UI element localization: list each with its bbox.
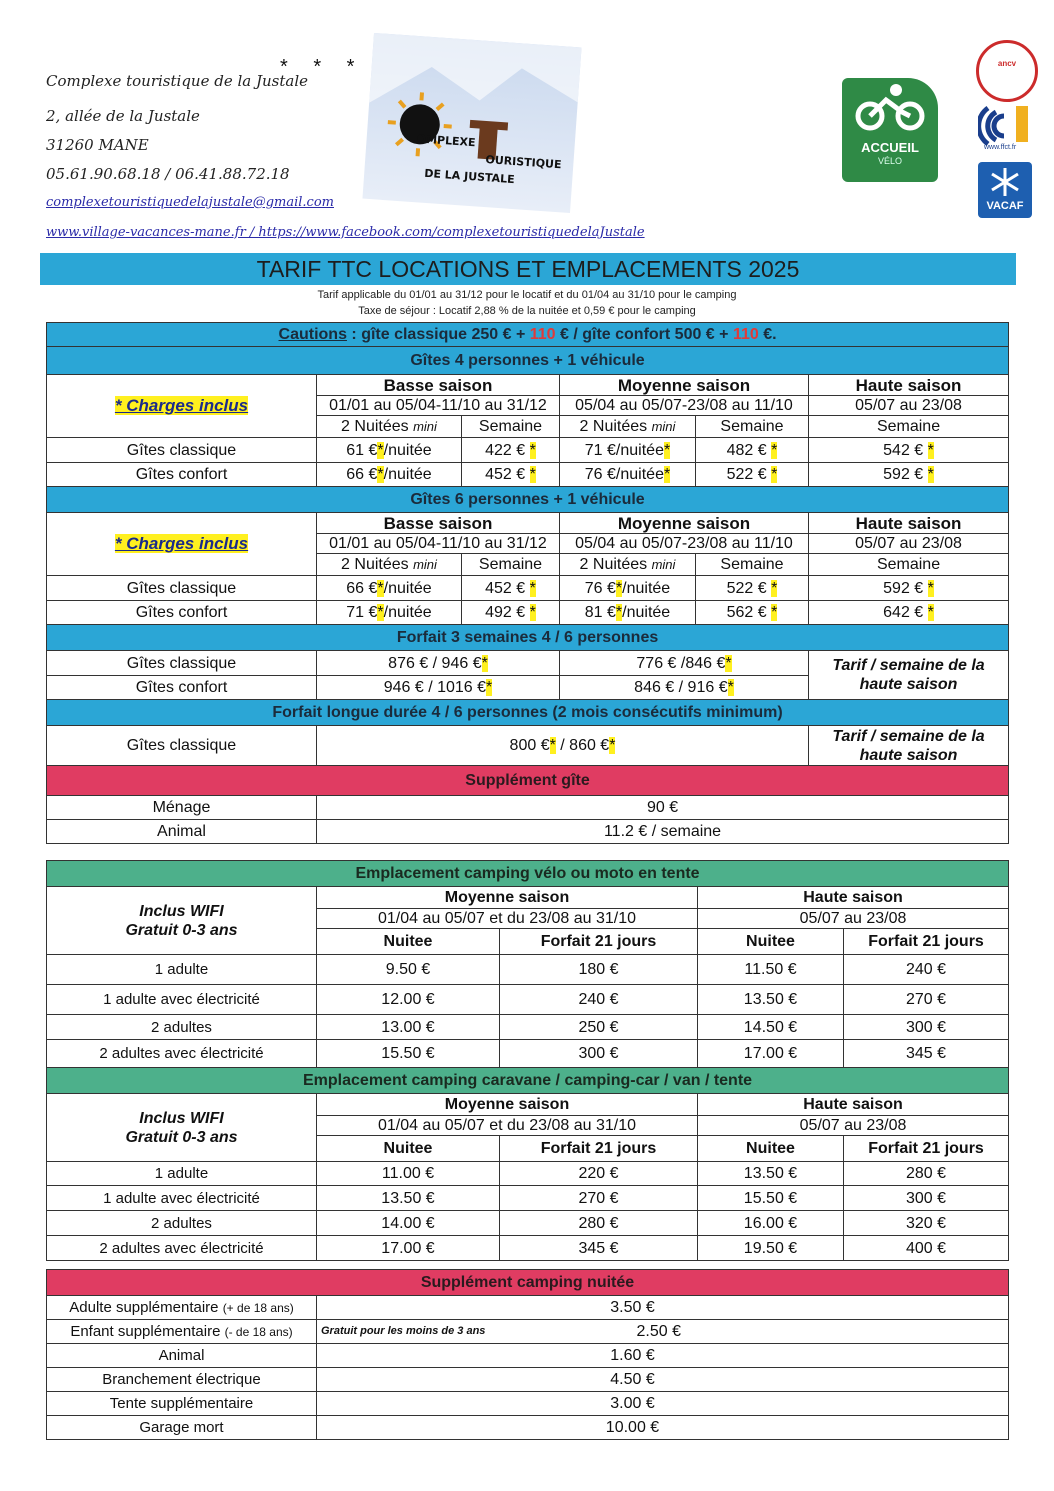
row-label: 1 adulte xyxy=(47,1162,317,1186)
price: 592 € xyxy=(883,466,924,483)
mini-label: mini xyxy=(413,419,437,434)
star: * xyxy=(663,441,671,459)
haute-header: Haute saison xyxy=(698,887,1009,909)
row-label: Gîtes classique xyxy=(47,726,317,766)
basse-header: Basse saison xyxy=(317,513,560,534)
price: 422 € xyxy=(485,441,526,459)
haute-header: Haute saison xyxy=(698,1094,1009,1116)
price-cell xyxy=(317,676,560,700)
nuitees-header-m xyxy=(560,416,696,438)
nuitee-header: Nuitee xyxy=(317,929,500,955)
price: 250 € xyxy=(500,1015,698,1040)
supp-camp-table xyxy=(46,1269,1009,1440)
row-label: 1 adulte avec électricité xyxy=(47,1186,317,1211)
price: 180 € xyxy=(500,955,698,985)
price: 66 € xyxy=(346,579,378,597)
basse-dates: 01/01 au 05/04-11/10 au 31/12 xyxy=(317,396,560,416)
mountain-sun-icon xyxy=(362,33,581,213)
row-label: Animal xyxy=(47,1344,317,1368)
haute-dates: 05/07 au 23/08 xyxy=(698,909,1009,929)
star: * xyxy=(377,604,384,621)
table-row xyxy=(47,651,1009,676)
row-label xyxy=(47,1320,317,1344)
forfait-header: Forfait 21 jours xyxy=(844,929,1009,955)
label: Enfant supplémentaire xyxy=(70,1322,221,1340)
star: * xyxy=(771,604,778,621)
table-row xyxy=(47,1015,1009,1040)
price: 270 € xyxy=(844,985,1009,1015)
haute-dates: 05/07 au 23/08 xyxy=(809,534,1009,554)
moyenne-dates: 05/04 au 05/07-23/08 au 11/10 xyxy=(560,396,809,416)
charges-label: * Charges inclus xyxy=(114,534,249,553)
suffix: /nuitée xyxy=(383,604,432,621)
nuitees-label: 2 Nuitées xyxy=(579,556,648,573)
haute-note: Tarif / semaine de la haute saison xyxy=(809,651,1009,700)
inclus-cell xyxy=(47,1094,317,1162)
camp-car-title: Emplacement camping caravane / camping-car / van / tente xyxy=(47,1068,1009,1094)
bicycle-icon xyxy=(842,78,938,138)
charges-label: * Charges inclus xyxy=(114,396,249,415)
price: 280 € xyxy=(844,1162,1009,1186)
price: 15.50 € xyxy=(317,1040,500,1068)
row-label: 2 adultes avec électricité xyxy=(47,1040,317,1068)
price-cell xyxy=(462,438,560,463)
price: 345 € xyxy=(844,1040,1009,1068)
forfait3-title: Forfait 3 semaines 4 / 6 personnes xyxy=(47,625,1009,651)
star: * xyxy=(486,679,493,696)
price: 13.50 € xyxy=(317,1186,500,1211)
taxe-note: Taxe de séjour : Locatif 2,88 % de la nuitée et 0,59 € pour le camping xyxy=(358,305,696,317)
table-row xyxy=(47,796,1009,820)
star: * xyxy=(725,654,732,672)
nuitee-header: Nuitee xyxy=(317,1136,500,1162)
table-row xyxy=(47,1344,1009,1368)
price-cell xyxy=(317,726,809,766)
price: 300 € xyxy=(844,1015,1009,1040)
price: 400 € xyxy=(844,1236,1009,1261)
row-label: Gîtes confort xyxy=(47,463,317,487)
row-label: Tente supplémentaire xyxy=(47,1392,317,1416)
price: 562 € xyxy=(726,604,767,621)
row-label: 2 adultes avec électricité xyxy=(47,1236,317,1261)
table-row xyxy=(47,1040,1009,1068)
row-label: Garage mort xyxy=(47,1416,317,1440)
suffix: /nuitée xyxy=(383,579,432,597)
value-cell: 4.50 € xyxy=(317,1368,1009,1392)
cautions-part3: €. xyxy=(758,326,777,343)
section-supp-gite xyxy=(47,766,1009,796)
cautions-red-2: 110 xyxy=(732,326,759,343)
supp-camp-title: Supplément camping nuitée xyxy=(47,1270,1009,1296)
ancv-label: ancv xyxy=(997,59,1017,68)
price: 452 € xyxy=(485,579,526,597)
star: * xyxy=(927,579,934,597)
nuitee-header: Nuitee xyxy=(698,1136,844,1162)
price: 11.00 € xyxy=(317,1162,500,1186)
price: 76 €/nuitée xyxy=(584,466,664,483)
price: 345 € xyxy=(500,1236,698,1261)
price: 542 € xyxy=(883,441,924,459)
row-label: Gîtes confort xyxy=(47,676,317,700)
price: 522 € xyxy=(726,466,767,483)
price: 876 € / 946 € xyxy=(388,654,482,672)
price: 320 € xyxy=(844,1211,1009,1236)
value-cell: 90 € xyxy=(317,796,1009,820)
inclus-wifi: Inclus WIFI xyxy=(139,902,224,920)
suffix: /nuitée xyxy=(622,579,671,597)
price: 300 € xyxy=(500,1040,698,1068)
star: * xyxy=(529,579,536,597)
haute-dates: 05/07 au 23/08 xyxy=(698,1116,1009,1136)
price: 19.50 € xyxy=(698,1236,844,1261)
moyenne-dates: 01/04 au 05/07 et du 23/08 au 31/10 xyxy=(317,1116,698,1136)
price-cell xyxy=(560,676,809,700)
star: * xyxy=(529,604,536,621)
price: 11.50 € xyxy=(698,955,844,985)
price-cell xyxy=(696,576,809,601)
table-row xyxy=(47,726,1009,766)
star: * xyxy=(615,604,623,621)
price: 280 € xyxy=(500,1211,698,1236)
star: * xyxy=(771,466,778,483)
star: * xyxy=(549,737,556,754)
value-cell: 11.2 € / semaine xyxy=(317,820,1009,844)
price-cell xyxy=(462,601,560,625)
gratuit-note: Gratuit pour les moins de 3 ans xyxy=(317,1320,517,1344)
price: 13.50 € xyxy=(698,985,844,1015)
velo-label: VÉLO xyxy=(877,156,902,166)
price-cell xyxy=(317,463,462,487)
row-label: Ménage xyxy=(47,796,317,820)
forfait-header: Forfait 21 jours xyxy=(500,1136,698,1162)
price: 270 € xyxy=(500,1186,698,1211)
suffix: /nuitée xyxy=(383,466,432,483)
semaine-header-h: Semaine xyxy=(809,554,1009,576)
value-cell: 1.60 € xyxy=(317,1344,1009,1368)
price-cell xyxy=(809,576,1009,601)
nuitee-header: Nuitee xyxy=(698,929,844,955)
suffix: /nuitée xyxy=(622,604,671,621)
row-label: Gîtes classique xyxy=(47,438,317,463)
row-label: 2 adultes xyxy=(47,1211,317,1236)
table-row xyxy=(47,601,1009,625)
haute-dates: 05/07 au 23/08 xyxy=(809,396,1009,416)
mini-label: mini xyxy=(651,557,676,572)
label-note: (+ de 18 ans) xyxy=(222,1300,294,1315)
nuitees-header-m xyxy=(560,554,696,576)
price-cell xyxy=(560,576,696,601)
price: 13.00 € xyxy=(317,1015,500,1040)
inclus-cell xyxy=(47,887,317,955)
price: 642 € xyxy=(883,604,924,621)
company-name: Complexe touristique de la Justale xyxy=(46,72,309,90)
inclus-wifi: Inclus WIFI xyxy=(139,1109,224,1127)
mini-label: mini xyxy=(651,419,676,434)
semaine-header: Semaine xyxy=(462,416,560,438)
star: * xyxy=(377,579,384,597)
star: * xyxy=(771,441,778,459)
haute-header: Haute saison xyxy=(809,513,1009,534)
haute-note: Tarif / semaine de la haute saison xyxy=(809,726,1009,766)
price: 14.50 € xyxy=(698,1015,844,1040)
city: 31260 MANE xyxy=(46,136,149,154)
complexe-logo xyxy=(362,33,581,213)
star: * xyxy=(377,441,384,459)
accueil-label: ACCUEIL xyxy=(861,140,919,155)
logo-text-2: OURISTIQUE xyxy=(485,153,562,172)
moyenne-header: Moyenne saison xyxy=(560,375,809,396)
label-note: (- de 18 ans) xyxy=(224,1324,293,1339)
row-label: 2 adultes xyxy=(47,1015,317,1040)
price: 300 € xyxy=(844,1186,1009,1211)
row-label: Gîtes classique xyxy=(47,651,317,676)
price: 522 € xyxy=(726,579,767,597)
charges-cell xyxy=(47,375,317,438)
cautions-row xyxy=(47,323,1009,347)
price: 592 € xyxy=(883,579,924,597)
cautions-part2: € / gîte confort 500 € + xyxy=(555,326,733,343)
nuitees-label: 2 Nuitées xyxy=(579,418,648,435)
price: 13.50 € xyxy=(698,1162,844,1186)
forfait-header: Forfait 21 jours xyxy=(500,929,698,955)
camp-velo-title: Emplacement camping vélo ou moto en tente xyxy=(47,861,1009,887)
price: 9.50 € xyxy=(317,955,500,985)
table-row xyxy=(47,1162,1009,1186)
value-cell: 2.50 € xyxy=(517,1320,1009,1344)
price-cell xyxy=(317,576,462,601)
semaine-header-m: Semaine xyxy=(696,416,809,438)
snowflake-icon xyxy=(978,164,1032,200)
semaine-header-h: Semaine xyxy=(809,416,1009,438)
vacaf-label: VACAF xyxy=(986,200,1024,212)
table-row xyxy=(47,576,1009,601)
mini-label: mini xyxy=(413,557,437,572)
row-label: Gîtes confort xyxy=(47,601,317,625)
price: 776 € /846 € xyxy=(636,654,726,672)
price-cell xyxy=(809,438,1009,463)
row-label: Animal xyxy=(47,820,317,844)
price: 71 € xyxy=(346,604,378,621)
table-row xyxy=(47,1392,1009,1416)
section-gites6 xyxy=(47,487,1009,513)
nuitees-header xyxy=(317,554,462,576)
semaine-header: Semaine xyxy=(462,554,560,576)
star: * xyxy=(481,654,488,672)
price-cell xyxy=(462,463,560,487)
section-gites4 xyxy=(47,347,1009,375)
table-row xyxy=(47,820,1009,844)
page-title: TARIF TTC LOCATIONS ET EMPLACEMENTS 2025 xyxy=(40,253,1016,285)
price-cell xyxy=(560,651,809,676)
star: * xyxy=(615,579,623,597)
moyenne-header: Moyenne saison xyxy=(317,887,698,909)
longue-title: Forfait longue durée 4 / 6 personnes (2 mois consécutifs minimum) xyxy=(47,700,1009,726)
forfait-header: Forfait 21 jours xyxy=(844,1136,1009,1162)
table-row xyxy=(47,955,1009,985)
label: Adulte supplémentaire xyxy=(69,1298,219,1316)
cautions-label: Cautions xyxy=(278,326,347,343)
gites6-title: Gîtes 6 personnes + 1 véhicule xyxy=(47,487,1009,513)
section-camp-car xyxy=(47,1068,1009,1094)
star: * xyxy=(927,604,934,621)
phones: 05.61.90.68.18 / 06.41.88.72.18 xyxy=(46,165,290,183)
price: 12.00 € xyxy=(317,985,500,1015)
price-cell xyxy=(462,576,560,601)
price: 220 € xyxy=(500,1162,698,1186)
web-link[interactable]: www.village-vacances-mane.fr / https://www.facebook.com/complexetouristiquedelaJustale xyxy=(46,225,645,240)
price: 76 € xyxy=(584,579,616,597)
supp-gite-title: Supplément gîte xyxy=(47,766,1009,796)
price: 17.00 € xyxy=(317,1236,500,1261)
basse-dates: 01/01 au 05/04-11/10 au 31/12 xyxy=(317,534,560,554)
star: * xyxy=(727,679,734,696)
row-label xyxy=(47,1296,317,1320)
price: 16.00 € xyxy=(698,1211,844,1236)
price-cell xyxy=(809,601,1009,625)
price: 240 € xyxy=(844,955,1009,985)
table-row xyxy=(47,1368,1009,1392)
email-link[interactable]: complexetouristiquedelajustale@gmail.com xyxy=(46,195,334,210)
ffct-site: www.ffct.fr xyxy=(984,144,1017,151)
price-cell xyxy=(809,463,1009,487)
row-label: Gîtes classique xyxy=(47,576,317,601)
logo-text-1: OMPLEXE xyxy=(416,132,476,150)
gites4-title: Gîtes 4 personnes + 1 véhicule xyxy=(47,347,1009,375)
cautions-red-1: 110 xyxy=(529,326,556,343)
price: 14.00 € xyxy=(317,1211,500,1236)
address: 2, allée de la Justale xyxy=(46,107,200,125)
cautions-part1: : gîte classique 250 € + xyxy=(346,326,530,343)
camping-table xyxy=(46,860,1009,1261)
price: 492 € xyxy=(485,604,526,621)
star: * xyxy=(609,737,616,754)
price-cell xyxy=(317,651,560,676)
section-camp-velo xyxy=(47,861,1009,887)
star: * xyxy=(529,466,536,483)
haute-header: Haute saison xyxy=(809,375,1009,396)
section-longue xyxy=(47,700,1009,726)
section-supp-camp xyxy=(47,1270,1009,1296)
value-cell: 3.50 € xyxy=(317,1296,1009,1320)
price-cell xyxy=(696,463,809,487)
price: 846 € / 916 € xyxy=(634,679,728,696)
nuitees-label: 2 Nuitées xyxy=(341,556,409,573)
star: * xyxy=(377,466,384,483)
basse-header: Basse saison xyxy=(317,375,560,396)
price: 240 € xyxy=(500,985,698,1015)
table-row xyxy=(47,1236,1009,1261)
price: 800 € xyxy=(509,737,550,754)
price: 482 € xyxy=(726,441,767,459)
price-cell xyxy=(696,438,809,463)
table-row xyxy=(47,1320,1009,1344)
price: / 860 € xyxy=(555,737,610,754)
star: * xyxy=(663,466,671,483)
table-row xyxy=(47,1416,1009,1440)
value-cell: 3.00 € xyxy=(317,1392,1009,1416)
charges-cell xyxy=(47,513,317,576)
row-label: 1 adulte avec électricité xyxy=(47,985,317,1015)
price: 66 € xyxy=(346,466,378,483)
price: 17.00 € xyxy=(698,1040,844,1068)
accueil-velo-badge xyxy=(842,78,938,182)
moyenne-header: Moyenne saison xyxy=(317,1094,698,1116)
price-cell xyxy=(560,601,696,625)
price-cell xyxy=(317,601,462,625)
table-row xyxy=(47,463,1009,487)
logo-text-3: DE LA JUSTALE xyxy=(423,166,516,187)
price-cell xyxy=(560,438,696,463)
section-forfait3 xyxy=(47,625,1009,651)
row-label: 1 adulte xyxy=(47,955,317,985)
tarif-note: Tarif applicable du 01/01 au 31/12 pour le locatif et du 01/04 au 31/10 pour le camping xyxy=(317,289,737,301)
moyenne-dates: 01/04 au 05/07 et du 23/08 au 31/10 xyxy=(317,909,698,929)
price-cell xyxy=(696,601,809,625)
table-row xyxy=(47,1296,1009,1320)
table-row xyxy=(47,985,1009,1015)
value-cell: 10.00 € xyxy=(317,1416,1009,1440)
gratuit-0-3: Gratuit 0-3 ans xyxy=(125,921,238,939)
price: 452 € xyxy=(485,466,526,483)
star: * xyxy=(771,579,778,597)
price-cell xyxy=(560,463,696,487)
nuitees-label: 2 Nuitées xyxy=(341,418,409,435)
vacaf-badge xyxy=(978,162,1032,218)
price: 946 € / 1016 € xyxy=(383,679,487,696)
table-row xyxy=(47,1211,1009,1236)
suffix: /nuitée xyxy=(383,441,432,459)
nuitees-header xyxy=(317,416,462,438)
table-row xyxy=(47,438,1009,463)
price-cell xyxy=(317,438,462,463)
moyenne-dates: 05/04 au 05/07-23/08 au 11/10 xyxy=(560,534,809,554)
price: 81 € xyxy=(584,604,616,621)
tarif-table xyxy=(46,322,1009,844)
row-label: Branchement électrique xyxy=(47,1368,317,1392)
star: * xyxy=(927,441,934,459)
rating-stars: * * * xyxy=(280,56,365,78)
price: 61 € xyxy=(346,441,378,459)
price: 71 €/nuitée xyxy=(584,441,664,459)
price: 15.50 € xyxy=(698,1186,844,1211)
star: * xyxy=(529,441,536,459)
ancv-badge xyxy=(976,40,1038,102)
table-row xyxy=(47,1186,1009,1211)
semaine-header-m: Semaine xyxy=(696,554,809,576)
moyenne-header: Moyenne saison xyxy=(560,513,809,534)
star: * xyxy=(927,466,934,483)
gratuit-0-3: Gratuit 0-3 ans xyxy=(125,1128,238,1146)
